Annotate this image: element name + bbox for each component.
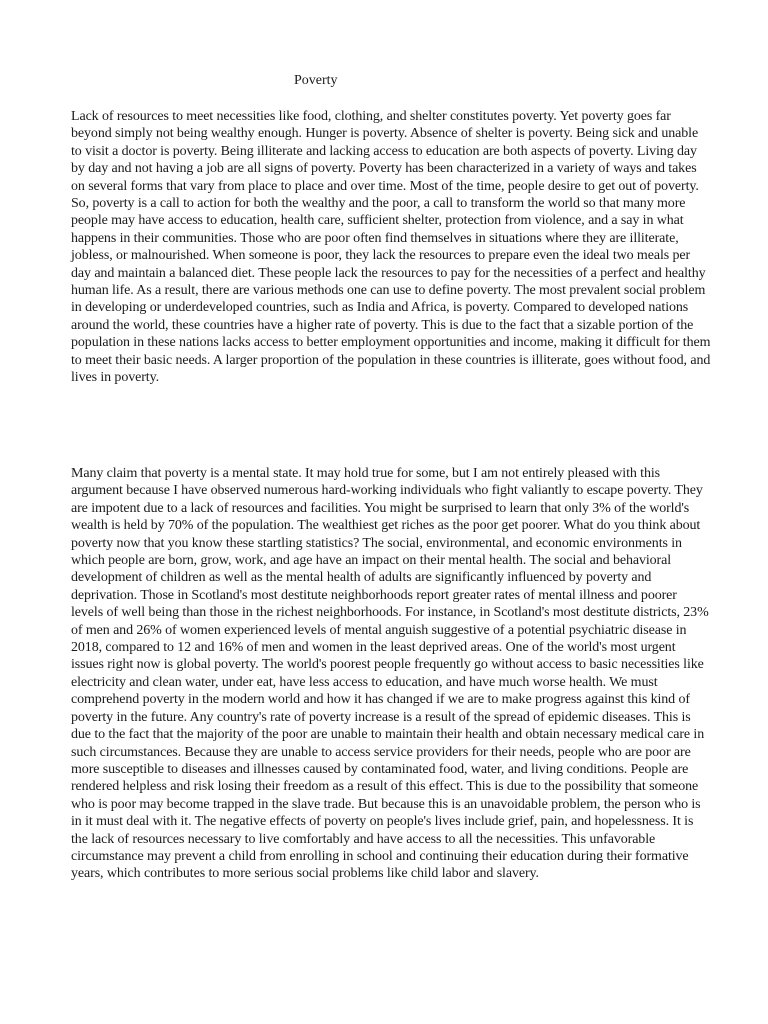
document-title: Poverty (294, 73, 338, 88)
paragraph-2: Many claim that poverty is a mental state. It may hold true for some, but I am not entirely pleased with this argument because I have observed numerous hard-working individuals who fight valiantly to escape poverty. They are impotent due to a lack of resources and facilities. You might be surprised to learn that only 3% of the world's wealth is held by 70% of the population. The wealthiest get riches as the poor get poorer. What do you think about poverty now that you know these startling statistics? The social, environmental, and economic environments in which people are born, grow, work, and age have an impact on their mental health. The social and behavioral development of children as well as the mental health of adults are significantly influenced by poverty and deprivation. Those in Scotland's most destitute neighborhoods report greater rates of mental illness and poorer levels of well being than those in the richest neighborhoods. For instance, in Scotland's most destitute districts, 23% of men and 26% of women experienced levels of mental anguish suggestive of a potential psychiatric disease in 2018, compared to 12 and 16% of men and women in the least deprived areas. One of the world's most urgent issues right now is global poverty. The world's poorest people frequently go without access to basic necessities like electricity and clean water, under eat, have less access to education, and have much worse health. We must comprehend poverty in the modern world and how it has changed if we are to make progress against this kind of poverty in the future. Any country's rate of poverty increase is a result of the spread of epidemic diseases. This is due to the fact that the majority of the poor are unable to maintain their health and obtain necessary medical care in such circumstances. Because they are unable to access service providers for their needs, people who are poor are more susceptible to diseases and illnesses caused by contaminated food, water, and living conditions. People are rendered helpless and risk losing their freedom as a result of this effect. This is due to the possibility that someone who is poor may become trapped in the slave trade. But because this is an unavoidable problem, the person who is in it must deal with it. The negative effects of poverty on people's lives include grief, pain, and hopelessness. It is the lack of resources necessary to live comfortably and have access to all the necessities. This unfavorable circumstance may prevent a child from enrolling in school and continuing their education during their formative years, which contributes to more serious social problems like child labor and slavery. (71, 466, 709, 882)
paragraph-1: Lack of resources to meet necessities like food, clothing, and shelter constitutes poverty. Yet poverty goes far beyond simply not being wealthy enough. Hunger is poverty. Absence of shelter is poverty. Being sick and unable to visit a doctor is poverty. Being illiterate and lacking access to education are both aspects of poverty. Living day by day and not having a job are all signs of poverty. Poverty has been characterized in a variety of ways and takes on several forms that vary from place to place and over time. Most of the time, people desire to get out of poverty. So, poverty is a call to action for both the wealthy and the poor, a call to transform the world so that many more people may have access to education, health care, sufficient shelter, protection from violence, and a say in what happens in their communities. Those who are poor often find themselves in situations where they are illiterate, jobless, or malnourished. When someone is poor, they lack the resources to prepare even the ideal two meals per day and maintain a balanced diet. These people lack the resources to pay for the necessities of a perfect and healthy human life. As a result, there are various methods one can use to define poverty. The most prevalent social problem in developing or underdeveloped countries, such as India and Africa, is poverty. Compared to developed nations around the world, these countries have a higher rate of poverty. This is due to the fact that a sizable portion of the population in these nations lacks access to better employment opportunities and income, making it difficult for them to meet their basic needs. A larger proportion of the population in these countries is illiterate, goes without food, and lives in poverty. (71, 109, 711, 386)
